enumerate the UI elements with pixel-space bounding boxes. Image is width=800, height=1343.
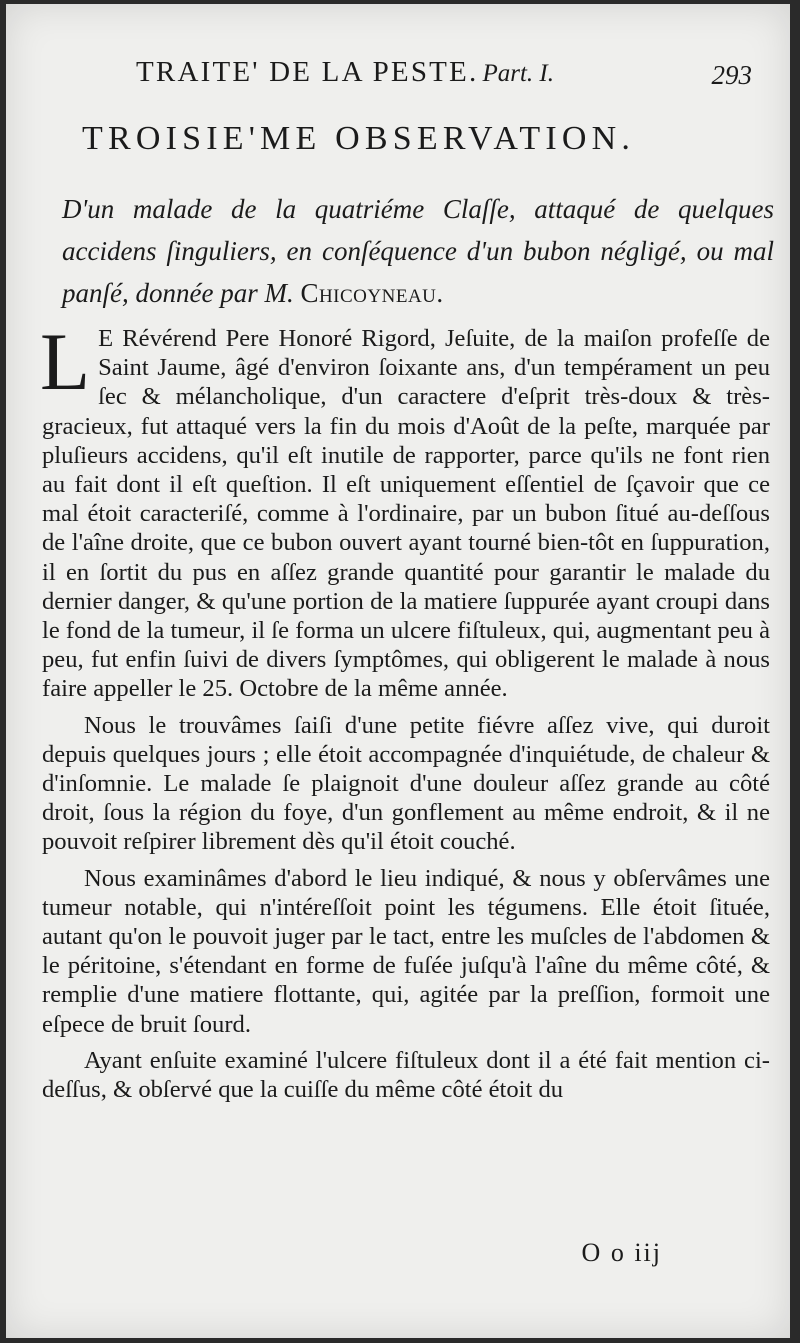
paragraph-3: Nous examinâmes d'abord le lieu indiqué, & nous y obſervâmes une tumeur notable, qui n'intéreſſoit point les tégumens. Elle étoit ſituée, autant qu'on le pouvoit juger par le tact, entre les muſcles de l'abdomen & le péritoine, s'étendant en forme de fuſée juſqu'à l'aîne du même côté, & remplie d'une matiere flottante, qui, agitée par la preſſion, formoit une eſpece de bruit ſourd. [42, 864, 770, 1038]
paragraph-1-text: E Révérend Pere Honoré Rigord, Jeſuite, de la maiſon profeſſe de Saint Jaume, âgé d'environ ſoixante ans, d'un tempérament un peu ſec & mélancholique, d'un caractere d'eſprit très-doux & très-gracieux, fut attaqué vers la fin du mois d'Août de la peſte, marquée par pluſieurs accidens, qu'il eſt inutile de rapporter, parce qu'ils ne font rien au fait dont il eſt queſtion. Il eſt uniquement eſſentiel de ſçavoir que ce mal étoit caracteriſé, comme à l'ordinaire, par un bubon ſitué au-deſſous de l'aîne droite, que ce bubon ouvert ayant tourné bien-tôt en ſuppuration, il en ſortit du pus en aſſez grande quantité pour garantir le malade du dernier danger, & qu'une portion de la matiere ſuppurée ayant croupi dans le fond de la tumeur, il ſe forma un ulcere fiſtuleux, qui, augmentant peu à peu, fut enfin ſuivi de divers ſymptômes, qui obligerent le malade à nous faire appeller le 25. Octobre de la même année. [42, 325, 770, 703]
paragraph-1 [40, 316, 770, 704]
paragraph-2: Nous le trouvâmes ſaiſi d'une petite fiévre aſſez vive, qui duroit depuis quelques jours ; elle étoit accompagnée d'inquiétude, de chaleur & d'inſomnie. Le malade ſe plaignoit d'une douleur aſſez grande au côté droit, ſous la région du foye, d'un gonflement au même endroit, & il ne pouvoit reſpirer librement dès qu'il étoit couché. [42, 711, 770, 856]
observation-title: TROISIE'ME OBSERVATION. [82, 120, 636, 157]
observation-subtitle [62, 188, 774, 314]
part-label: Part. I. [482, 60, 554, 87]
running-head [136, 56, 768, 89]
signature-catchword: O o iij [581, 1238, 662, 1267]
drop-cap-initial: L [40, 316, 91, 407]
book-page [6, 4, 790, 1338]
subtitle-text: D'un malade de la quatriéme Claſſe, attaqué de quelques accidens ſinguliers, en conſéquence d'un bubon négligé, ou mal panſé, donnée par M. [62, 194, 774, 308]
paragraph-4: Ayant enſuite examiné l'ulcere fiſtuleux dont il a été fait mention ci-deſſus, & obſervé que la cuiſſe du même côté étoit du [42, 1046, 770, 1104]
running-title: TRAITE' DE LA PESTE. [136, 56, 479, 88]
page-number: 293 [711, 60, 752, 90]
subtitle-author: Chicoyneau. [300, 278, 444, 308]
body-text [40, 316, 770, 1111]
